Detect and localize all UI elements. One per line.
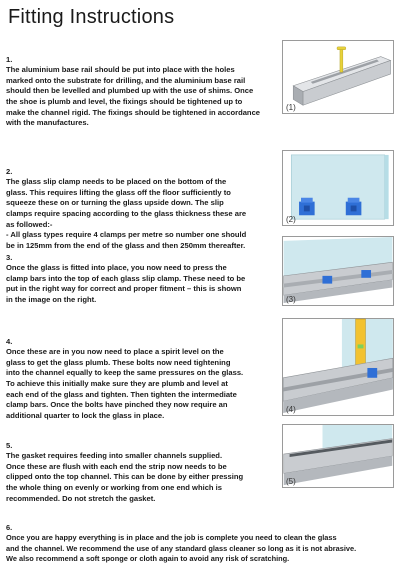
figure-5	[282, 424, 394, 488]
step-5-text	[6, 430, 278, 504]
step-2-number: 2.	[6, 166, 13, 176]
figure-1	[282, 40, 394, 114]
screw-icon	[340, 49, 343, 72]
slip-clamp-icon	[299, 198, 315, 216]
gasket-illustration	[283, 425, 393, 487]
figure-1-label: (1)	[286, 103, 296, 112]
step-1-text	[6, 44, 278, 129]
step-1-body: The aluminium base rail should be put into place with the holes marked onto the substrate for drilling, and the aluminium base rail should then be levelled and plumbed up with the use of shims. Once the shoe is plumb and level, the fixings should be tightened up to make the channel rigid. The fixings should be tightened in accordance with the manufactures.	[6, 65, 261, 128]
base-rail-illustration	[283, 41, 393, 113]
step-4-text	[6, 326, 278, 421]
step-6-number: 6.	[6, 522, 13, 532]
step-6-body: Once you are happy everything is in place and the job is complete you need to clean the glass and the channel. We recommend the use of any standard glass cleaner so long as it is not abrasive. We also recommend a soft sponge or cloth again to avoid any risk of scratching.	[6, 533, 357, 564]
step-3-number: 3.	[6, 252, 13, 262]
figure-5-label: (5)	[286, 477, 296, 486]
step-3-text	[6, 242, 278, 306]
figure-2	[282, 150, 394, 226]
step-4-number: 4.	[6, 336, 13, 346]
step-6-text	[6, 512, 398, 565]
glass-slip-clamp-illustration	[283, 151, 393, 225]
spirit-level-illustration	[283, 319, 393, 415]
step-3-body: Once the glass is fitted into place, you now need to press the clamp bars into the top of each glass slip clamp. These need to be put in the right way for correct and proper fitment – this is shown in the image on the right.	[6, 263, 246, 304]
figure-3-label: (3)	[286, 295, 296, 304]
figure-3	[282, 236, 394, 306]
step-1-number: 1.	[6, 54, 13, 64]
step-5-body: The gasket requires feeding into smaller channels supplied. Once these are flush with each end the strip now needs to be clipped onto the top channel. This can be done by either pressing the whole thing on evenly or working from one end which is recommended. Do not stretch the gasket.	[6, 451, 244, 503]
figure-2-label: (2)	[286, 215, 296, 224]
figure-4	[282, 318, 394, 416]
step-2-body: The glass slip clamp needs to be placed on the bottom of the glass. This requires lifting the glass off the floor sufficiently to squeeze these on or turning the glass upside down. The slip clamps require spacing according to the glass thickness these are as followed:- - All glass types require 4 clamps per metre so number one should be in 125mm from the end of the glass and then 250mm thereafter.	[6, 177, 247, 250]
clamp-bar-illustration	[283, 237, 393, 305]
step-5-number: 5.	[6, 440, 13, 450]
page-title: Fitting Instructions	[8, 6, 175, 28]
figure-4-label: (4)	[286, 405, 296, 414]
step-4-body: Once these are in you now need to place a spirit level on the glass to get the glass plumb. These bolts now need tightening into the channel equally to keep the same pressures on the glass. To achieve this initially make sure they are plumb and level at each end of the glass and tighten. Then tighten the intermediate clamp bars. Once the bolts have pinched they now require an additional quarter to lock the glass in place.	[6, 347, 244, 420]
step-2-text	[6, 156, 278, 251]
